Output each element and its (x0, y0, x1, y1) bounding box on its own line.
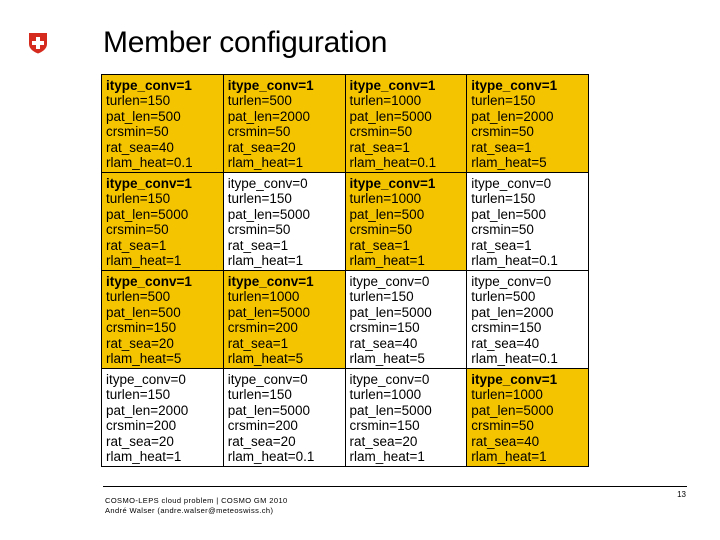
parameter-value: turlen=150 (227, 387, 292, 403)
parameter-value: turlen=150 (471, 191, 536, 207)
parameter-value: rat_sea=20 (227, 433, 296, 449)
parameter-value: crsmin=50 (471, 418, 534, 434)
parameter-value: turlen=1000 (227, 289, 300, 305)
parameter-value: rat_sea=1 (349, 237, 410, 253)
member-cell (467, 369, 589, 467)
parameter-value: pat_len=5000 (349, 304, 432, 320)
parameter-value: itype_conv=0 (471, 274, 552, 289)
member-cell (102, 173, 224, 271)
parameter-value: pat_len=500 (471, 206, 546, 222)
member-cell (346, 369, 468, 467)
parameter-value: crsmin=150 (349, 418, 420, 434)
parameter-value: itype_conv=0 (227, 372, 308, 387)
parameter-value: rat_sea=1 (106, 237, 167, 253)
parameter-value: turlen=1000 (349, 191, 422, 207)
parameter-value: turlen=150 (471, 93, 536, 109)
parameter-value: itype_conv=1 (471, 372, 558, 387)
parameter-value: turlen=150 (106, 93, 171, 109)
parameter-value: crsmin=200 (106, 418, 177, 434)
member-cell (346, 271, 468, 369)
parameter-value: turlen=500 (227, 93, 292, 109)
parameter-value: crsmin=50 (471, 222, 534, 238)
member-cell (102, 271, 224, 369)
footer (105, 496, 288, 516)
parameter-value: rlam_heat=5 (106, 351, 182, 367)
footer-author: André Walser (andre.walser@meteoswiss.ch) (105, 506, 274, 515)
parameter-value: rat_sea=1 (471, 237, 532, 253)
parameter-value: rlam_heat=1 (106, 253, 182, 269)
parameter-value: rlam_heat=5 (471, 155, 547, 171)
footer-event: COSMO-LEPS cloud problem | COSMO GM 2010 (105, 496, 288, 505)
parameter-value: itype_conv=0 (106, 372, 186, 387)
parameter-value: rat_sea=40 (106, 139, 174, 155)
member-configuration-table (101, 74, 589, 467)
member-cell (346, 75, 468, 173)
parameter-value: itype_conv=1 (106, 176, 192, 191)
parameter-value: rat_sea=40 (471, 433, 540, 449)
member-cell (467, 75, 589, 173)
parameter-value: crsmin=50 (349, 124, 413, 140)
parameter-value: itype_conv=1 (227, 78, 314, 93)
parameter-value: itype_conv=0 (471, 176, 552, 191)
parameter-value: turlen=500 (471, 289, 536, 305)
parameter-value: itype_conv=1 (106, 78, 192, 93)
parameter-value: rlam_heat=0.1 (227, 449, 315, 465)
parameter-value: crsmin=50 (227, 124, 291, 140)
parameter-value: pat_len=500 (106, 108, 181, 124)
parameter-value: crsmin=150 (471, 320, 542, 336)
parameter-value: rlam_heat=1 (349, 449, 425, 465)
parameter-value: pat_len=5000 (349, 402, 432, 418)
parameter-value: itype_conv=1 (349, 78, 436, 93)
parameter-value: pat_len=5000 (471, 402, 554, 418)
parameter-value: pat_len=2000 (471, 304, 554, 320)
parameter-value: itype_conv=0 (349, 274, 430, 289)
parameter-value: rlam_heat=1 (227, 253, 304, 269)
parameter-value: itype_conv=1 (471, 78, 558, 93)
parameter-value: crsmin=50 (106, 124, 169, 140)
parameter-value: pat_len=5000 (349, 108, 432, 124)
parameter-value: rat_sea=1 (471, 139, 532, 155)
parameter-value: rlam_heat=1 (349, 253, 425, 269)
member-cell (346, 173, 468, 271)
parameter-value: rlam_heat=0.1 (471, 351, 558, 367)
parameter-value: crsmin=50 (106, 222, 169, 238)
member-cell (224, 173, 346, 271)
member-cell (102, 369, 224, 467)
parameter-value: pat_len=2000 (106, 402, 189, 418)
parameter-value: rlam_heat=0.1 (106, 155, 193, 171)
parameter-value: crsmin=200 (227, 320, 298, 336)
parameter-value: rat_sea=40 (349, 335, 418, 351)
parameter-value: turlen=1000 (349, 387, 422, 403)
member-cell (467, 173, 589, 271)
parameter-value: crsmin=50 (471, 124, 534, 140)
member-cell (102, 75, 224, 173)
member-cell (224, 271, 346, 369)
parameter-value: crsmin=200 (227, 418, 298, 434)
parameter-value: crsmin=50 (227, 222, 291, 238)
parameter-value: turlen=150 (349, 289, 414, 305)
member-cell (224, 369, 346, 467)
member-cell (467, 271, 589, 369)
parameter-value: pat_len=5000 (227, 304, 310, 320)
parameter-value: rlam_heat=1 (471, 449, 547, 465)
parameter-value: rlam_heat=1 (227, 155, 304, 171)
parameter-value: turlen=1000 (349, 93, 422, 109)
parameter-value: itype_conv=0 (227, 176, 308, 191)
parameter-value: rlam_heat=0.1 (349, 155, 437, 171)
parameter-value: rat_sea=20 (227, 139, 296, 155)
parameter-value: rlam_heat=5 (227, 351, 304, 367)
parameter-value: crsmin=50 (349, 222, 413, 238)
parameter-value: itype_conv=1 (349, 176, 436, 191)
page-title: Member configuration (103, 26, 388, 59)
parameter-value: pat_len=2000 (471, 108, 554, 124)
parameter-value: pat_len=500 (106, 304, 181, 320)
parameter-value: rat_sea=20 (349, 433, 418, 449)
parameter-value: rat_sea=40 (471, 335, 540, 351)
parameter-value: turlen=150 (106, 387, 171, 403)
parameter-value: pat_len=2000 (227, 108, 310, 124)
parameter-value: rlam_heat=1 (106, 449, 182, 465)
member-cell (224, 75, 346, 173)
parameter-value: rat_sea=1 (349, 139, 410, 155)
parameter-value: pat_len=500 (349, 206, 425, 222)
parameter-value: rat_sea=20 (106, 433, 174, 449)
parameter-value: crsmin=150 (349, 320, 420, 336)
footer-divider (103, 486, 687, 487)
parameter-value: itype_conv=1 (227, 274, 314, 289)
swiss-cross-icon (27, 32, 49, 54)
parameter-value: turlen=150 (227, 191, 292, 207)
parameter-value: turlen=150 (106, 191, 171, 207)
parameter-value: turlen=1000 (471, 387, 543, 403)
parameter-value: rlam_heat=5 (349, 351, 425, 367)
parameter-value: pat_len=5000 (227, 402, 310, 418)
parameter-value: crsmin=150 (106, 320, 177, 336)
page-number: 13 (677, 490, 686, 499)
parameter-value: itype_conv=1 (106, 274, 192, 289)
parameter-value: rlam_heat=0.1 (471, 253, 558, 269)
parameter-value: rat_sea=20 (106, 335, 174, 351)
parameter-value: pat_len=5000 (227, 206, 310, 222)
parameter-value: itype_conv=0 (349, 372, 430, 387)
parameter-value: turlen=500 (106, 289, 171, 305)
parameter-value: pat_len=5000 (106, 206, 189, 222)
parameter-value: rat_sea=1 (227, 237, 289, 253)
parameter-value: rat_sea=1 (227, 335, 289, 351)
